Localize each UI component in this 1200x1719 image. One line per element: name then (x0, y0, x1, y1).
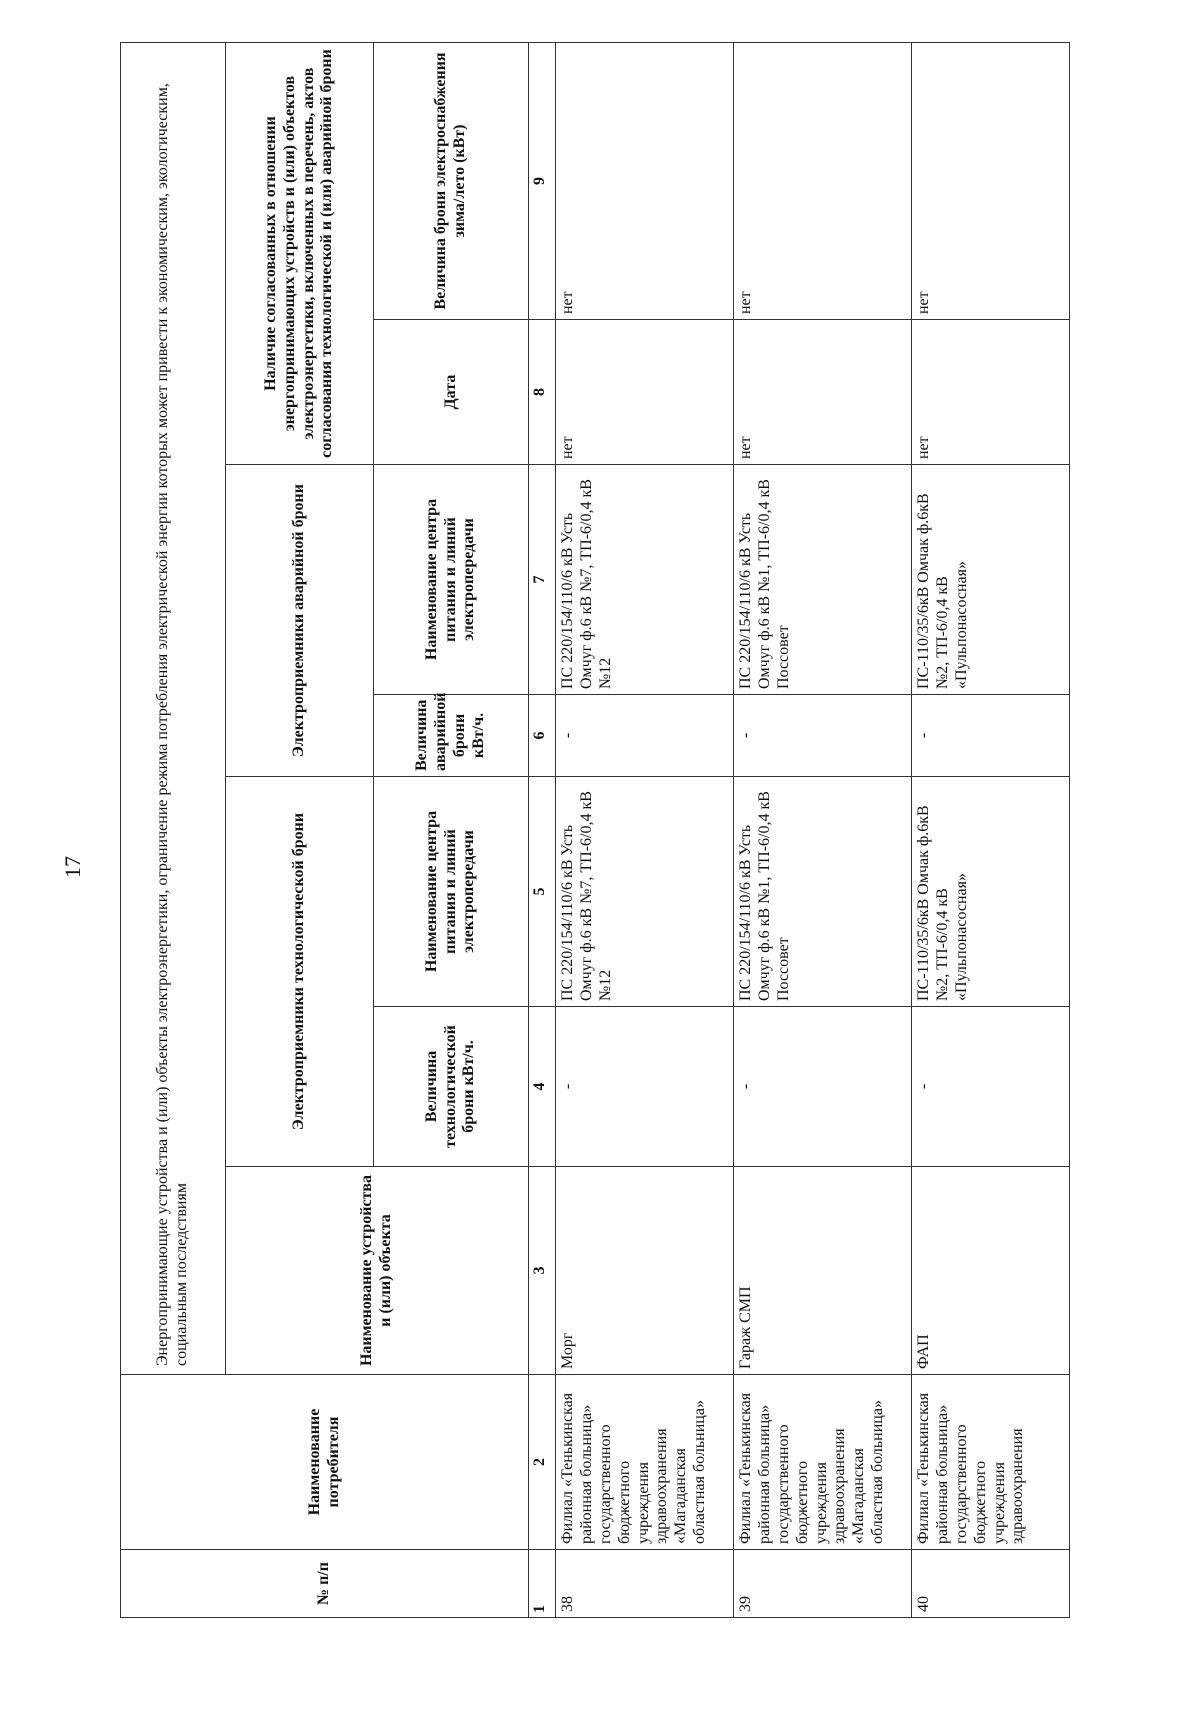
header-emerg-group: Электроприемники аварийной брони (226, 465, 374, 777)
table-row (912, 43, 1070, 1618)
col-number: 5 (529, 777, 556, 1007)
header-emerg-value: Величина аварийной брони кВт/ч. (374, 695, 529, 777)
header-num: № п/п (121, 1550, 529, 1618)
header-tech-group: Электроприемники технологической брони (226, 777, 374, 1167)
row-tech-center: ПС 220/154/110/6 кВ Усть Омчуг ф.6 кВ №7, ТП-6/0,4 кВ №12 (556, 777, 734, 1007)
col-number: 7 (529, 465, 556, 695)
row-date: нет (912, 320, 1070, 465)
col-number: 6 (529, 695, 556, 777)
header-acts-date: Дата (374, 320, 529, 465)
row-emerg-value: - (734, 695, 912, 777)
col-number: 8 (529, 320, 556, 465)
header-consumer: Наименование потребителя (121, 1375, 529, 1550)
row-num: 39 (734, 1550, 912, 1618)
row-emerg-center: ПС-110/35/6кВ Омчак ф.6кВ №2, ТП-6/0,4 кВ «Пульпонасосная» (912, 465, 1070, 695)
col-number: 2 (529, 1375, 556, 1550)
row-emerg-value: - (912, 695, 1070, 777)
row-tech-value: - (734, 1007, 912, 1167)
row-tech-value: - (912, 1007, 1070, 1167)
col-number: 9 (529, 43, 556, 320)
row-value: нет (912, 43, 1070, 320)
row-emerg-center: ПС 220/154/110/6 кВ Усть Омчуг ф.6 кВ №7, ТП-6/0,4 кВ №12 (556, 465, 734, 695)
row-consumer: Филиал «Тенькинская районная больница» государственного бюджетного учреждения здравоохранения «Магаданская областная больница» (556, 1375, 734, 1550)
col-number: 4 (529, 1007, 556, 1167)
row-consumer: Филиал «Тенькинская районная больница» государственного бюджетного учреждения здравоохранения (912, 1375, 1070, 1550)
column-number-row (529, 43, 556, 1618)
header-acts-value: Величина брони электроснабжения зима/лето (кВт) (374, 43, 529, 320)
header-group-title: Энергопринимающие устройства и (или) объекты электроэнергетики, ограничение режима потребления электрической энергии которых может привести к экономическим, экологическим, социальным последствиям (121, 43, 226, 1375)
header-device-name: Наименование устройства и (или) объекта (226, 1167, 529, 1375)
header-tech-center: Наименование центра питания и линий электропередачи (374, 777, 529, 1007)
col-number: 3 (529, 1167, 556, 1375)
header-emerg-center: Наименование центра питания и линий электропередачи (374, 465, 529, 695)
power-reserve-table (120, 42, 1070, 1618)
row-emerg-center: ПС 220/154/110/6 кВ Усть Омчуг ф.6 кВ №1, ТП-6/0,4 кВ Поссовет (734, 465, 912, 695)
row-num: 40 (912, 1550, 1070, 1618)
col-number: 1 (529, 1550, 556, 1618)
row-num: 38 (556, 1550, 734, 1618)
table-row (734, 43, 912, 1618)
row-value: нет (734, 43, 912, 320)
row-device: ФАП (912, 1167, 1070, 1375)
row-value: нет (556, 43, 734, 320)
rotated-table-area (120, 43, 1070, 1618)
header-acts-group: Наличие согласованных в отношении энергопринимающих устройств и (или) объектов электроэнергетики, включенных в перечень, актов согласования технологической и (или) аварийной брони (226, 43, 374, 465)
row-date: нет (556, 320, 734, 465)
row-tech-center: ПС-110/35/6кВ Омчак ф.6кВ №2, ТП-6/0,4 кВ «Пульпонасосная» (912, 777, 1070, 1007)
table-row (556, 43, 734, 1618)
row-date: нет (734, 320, 912, 465)
row-tech-value: - (556, 1007, 734, 1167)
row-emerg-value: - (556, 695, 734, 777)
row-consumer: Филиал «Тенькинская районная больница» государственного бюджетного учреждения здравоохранения «Магаданская областная больница» (734, 1375, 912, 1550)
row-tech-center: ПС 220/154/110/6 кВ Усть Омчуг ф.6 кВ №1, ТП-6/0,4 кВ Поссовет (734, 777, 912, 1007)
row-device: Морг (556, 1167, 734, 1375)
page-number: 17 (60, 856, 85, 878)
row-device: Гараж СМП (734, 1167, 912, 1375)
header-tech-value: Величина технологической брони кВт/ч. (374, 1007, 529, 1167)
